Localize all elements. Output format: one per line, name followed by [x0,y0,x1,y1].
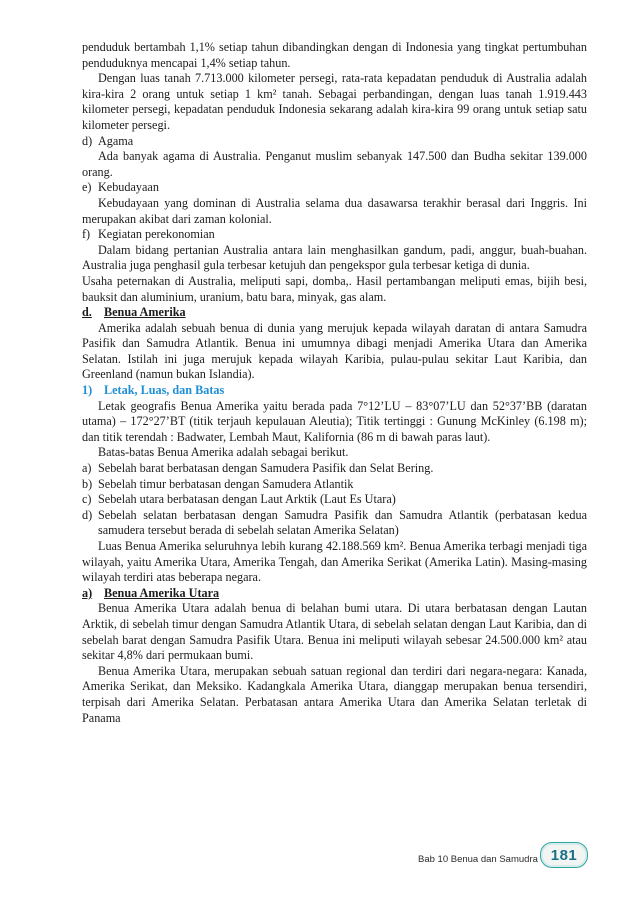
chapter-title: Bab 10 Benua dan Samudra [418,854,538,865]
page-body [82,40,587,726]
heading-title: Benua Amerika [104,305,186,320]
subsection-ekonomi [82,227,587,243]
list-text: Sebelah utara berbatasan dengan Laut Arktik (Laut Es Utara) [98,492,396,507]
subsection-agama [82,134,587,150]
paragraph-agama: Ada banyak agama di Australia. Penganut muslim sebanyak 147.500 dan Budha sekitar 139.000 orang. [82,149,587,179]
paragraph-letak: Letak geografis Benua Amerika yaitu berada pada 7°12’LU – 83°07’LU dan 52°37’BB (daratan utama) – 172°27’BT (titik terjauh kepulauan Aleutia); Titik tertinggi : Gunung McKinley (6.198 m); dan titik terendah : Badwater, Lembah Maut, Kalifornia (86 m di bawah paras laut). [82,398,587,444]
paragraph-batas-intro: Batas-batas Benua Amerika adalah sebagai berikut. [98,445,349,460]
list-text: Sebelah selatan berbatasan dengan Samudra Pasifik dan Samudra Atlantik (perbatasan kedua samudera tersebut berada di sebelah selatan Amerika Selatan) [98,507,587,538]
paragraph-peternakan: Usaha peternakan di Australia, meliputi sapi, domba,. Hasil pertambangan meliputi emas, bijih besi, bauksit dan aluminium, uranium, batu bara, minyak, gas alam. [82,273,587,304]
list-label: c) [82,492,92,507]
paragraph-luas: Luas Benua Amerika seluruhnya lebih kurang 42.188.569 km². Benua Amerika terbagi menjadi tiga wilayah, yaitu Amerika Utara, Amerika Tengah, dan Amerika Serikat (Amerika Latin). Masing-masing wilayah terdiri atas beberapa negara. [82,539,587,585]
list-item-border-west [82,461,587,477]
list-label: b) [82,476,93,491]
heading-letak-luas-batas [82,383,587,399]
page-footer [0,838,638,868]
list-label: a) [82,461,92,476]
heading-title: Letak, Luas, dan Batas [104,383,225,398]
paragraph-pertanian: Dalam bidang pertanian Australia antara lain menghasilkan gandum, padi, anggur, buah-buahan. Australia juga penghasil gula terbesar ketujuh dan pengekspor gula terbesar ketiga di dunia. [82,242,587,273]
list-item-border-south [82,508,587,539]
list-item-border-north [82,492,587,508]
subsection-label: e) [82,180,92,195]
heading-benua-amerika [82,305,587,321]
paragraph-kebudayaan: Kebudayaan yang dominan di Australia selama dua dasawarsa terakhir berasal dari Inggris. Ini merupakan akibat dari zaman kolonial. [82,195,587,226]
subsection-title: Agama [98,133,134,148]
heading-title: Benua Amerika Utara [104,585,220,600]
list-label: d) [82,507,93,522]
heading-label: d. [82,305,92,320]
subsection-title: Kebudayaan [98,180,159,195]
heading-label: 1) [82,383,93,398]
heading-label: a) [82,585,93,600]
list-text: Sebelah barat berbatasan dengan Samudera Pasifik dan Selat Bering. [98,461,434,476]
paragraph-amerika: Amerika adalah sebuah benua di dunia yang merujuk kepada wilayah daratan di antara Samudra Pasifik dan Samudra Atlantik. Benua ini umumnya dibagi menjadi Amerika Utara dan Amerika Selatan. Istilah ini juga merujuk kepada wilayah Karibia, pulau-pulau sekitar Laut Karibia, dan Greenland (namun bukan Islandia). [82,320,587,382]
list-text: Sebelah timur berbatasan dengan Samudera Atlantik [98,476,354,491]
page-number: 181 [550,846,578,864]
subsection-kebudayaan [82,180,587,196]
paragraph-amerika-utara-negara: Benua Amerika Utara, merupakan sebuah satuan regional dan terdiri dari negara-negara: Kanada, Amerika Serikat, dan Meksiko. Kadangkala Amerika Utara, dianggap merupakan benua tersendiri, terpisah dari Amerika Selatan. Perbatasan antara Amerika Utara dan Amerika Selatan terletak di Panama [82,663,587,725]
subsection-label: d) [82,133,93,148]
paragraph-population-growth: penduduk bertambah 1,1% setiap tahun dibandingkan dengan di Indonesia yang tingkat pertumbuhan penduduknya mencapai 1,4% setiap tahun. [82,40,587,70]
paragraph-population-density: Dengan luas tanah 7.713.000 kilometer persegi, rata-rata kepadatan penduduk di Australia adalah kira-kira 2 orang untuk setiap 1 km² tanah. Sebagai perbandingan, dengan luas tanah 1.919.443 kilometer persegi, kepadatan penduduk Indonesia sekarang adalah kira-kira 99 orang untuk setiap satu kilometer persegi. [82,71,587,132]
subsection-label: f) [82,227,91,242]
page-number-badge [540,842,588,868]
paragraph-amerika-utara: Benua Amerika Utara adalah benua di belahan bumi utara. Di utara berbatasan dengan Lautan Arktik, di sebelah timur dengan Samudra Atlantik Utara, di sebelah selatan dengan Laut Karibia, dan di sebelah barat dengan Samudra Pasifik Utara. Benua ini meliputi wilayah sebesar 24.500.000 km² atau sekitar 4,8% dari permukaan bumi. [82,601,587,663]
subsection-title: Kegiatan perekonomian [98,227,215,242]
heading-amerika-utara [82,586,587,602]
list-item-border-east [82,477,587,493]
